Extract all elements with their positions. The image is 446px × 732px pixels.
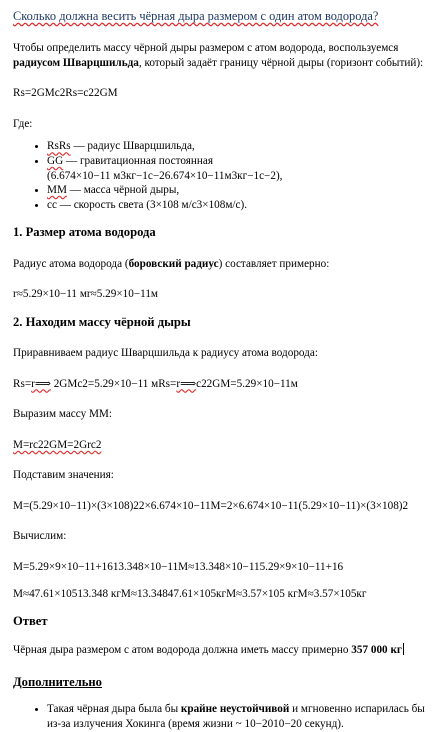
section-1-heading: 1. Размер атома водорода — [13, 225, 156, 240]
equate-r1: r⟹ — [31, 377, 51, 390]
symbol-g-value: (6.674×10−11 м3кг−1с−26.674×10−11м3кг−1с−2), — [47, 169, 283, 182]
sec1-bold-term: боровский радиус — [128, 257, 219, 270]
document-title: Сколько должна весить чёрная дыра размером с один атом водорода? — [13, 9, 379, 23]
sec1-text-a: Радиус атома водорода ( — [13, 257, 129, 270]
schwarzschild-formula: Rs=2GMc2Rs=c22GM — [13, 87, 118, 100]
list-item — [47, 702, 434, 731]
calculate-label: Вычислим: — [13, 530, 67, 543]
calc-line-1: M=5.29×9×10−11+1613.348×10−11M≈13.348×10−115.29×9×10−11+16 — [13, 560, 344, 573]
hydrogen-radius-formula: r≈5.29×10−11 мr≈5.29×10−11м — [13, 288, 158, 301]
symbol-list — [13, 139, 434, 212]
equate-b: 2GMc2=5.29×10−11 мRs= — [50, 377, 177, 390]
list-item — [47, 154, 434, 183]
section-1-paragraph — [13, 257, 434, 272]
extra-text-a: Такая чёрная дыра была бы — [47, 703, 181, 716]
equate-a: Rs= — [13, 377, 32, 390]
section-2-paragraph: Приравниваем радиус Шварцшильда к радиусу атома водорода: — [13, 347, 318, 360]
symbol-rs-desc: — радиус Шварцшильда, — [70, 140, 195, 153]
list-item — [47, 198, 434, 213]
where-label: Где: — [13, 117, 33, 130]
equate-c: c22GM=5.29×10−11м — [196, 377, 298, 390]
answer-paragraph — [13, 643, 434, 658]
extra-text-b: и мгновенно испарилась бы из-за излучения Хокинга (время жизни ~ 10−2010−20 секунд). — [47, 703, 425, 730]
section-2-heading: 2. Находим массу чёрной дыры — [13, 314, 191, 329]
symbol-g-desc: — гравитационная постоянная — [63, 154, 213, 167]
intro-text-a: Чтобы определить массу чёрной дыры размером с атом водорода, воспользуемся — [13, 42, 399, 55]
symbol-m: MM — [47, 184, 67, 197]
intro-text-b: , который задаёт границу чёрной дыры (горизонт событий): — [138, 56, 424, 69]
calc-line-2: M≈47.61×10513.348 кгM≈13.34847.61×105кгM≈3.57×105 кгM≈3.57×105кг — [13, 587, 367, 600]
equate-formula — [13, 377, 434, 392]
extra-list — [13, 702, 434, 731]
extra-bold-term: крайне неустойчивой — [180, 703, 290, 716]
answer-text: Чёрная дыра размером с атом водорода должна иметь массу примерно — [13, 644, 352, 657]
text-cursor — [403, 643, 404, 655]
express-formula: M=rc22GM=2Grc2 — [13, 438, 102, 451]
symbol-c: cc — [47, 198, 57, 211]
substitute-label: Подставим значения: — [13, 469, 114, 482]
equate-r2: r⟹ — [176, 377, 197, 390]
extra-heading: Дополнительно — [13, 675, 102, 690]
intro-paragraph — [13, 41, 434, 70]
answer-heading: Ответ — [13, 614, 48, 629]
answer-value: 357 000 кг — [351, 644, 402, 657]
symbol-c-desc: — скорость света (3×108 м/с3×108м/с). — [56, 198, 248, 211]
sec1-text-b: ) составляет примерно: — [218, 257, 330, 270]
list-item — [47, 139, 434, 154]
substitute-formula: M=(5.29×10−11)×(3×108)22×6.674×10−11M=2×6.674×10−11(5.29×10−11)×(3×108)2 — [13, 499, 409, 512]
intro-bold-term: радиусом Шварцшильда — [13, 56, 139, 69]
symbol-g: GG — [47, 154, 64, 167]
list-item — [47, 183, 434, 198]
symbol-m-desc: — масса чёрной дыры, — [66, 184, 180, 197]
symbol-rs: RsRs — [47, 140, 71, 153]
express-label: Выразим массу MM: — [13, 408, 112, 421]
